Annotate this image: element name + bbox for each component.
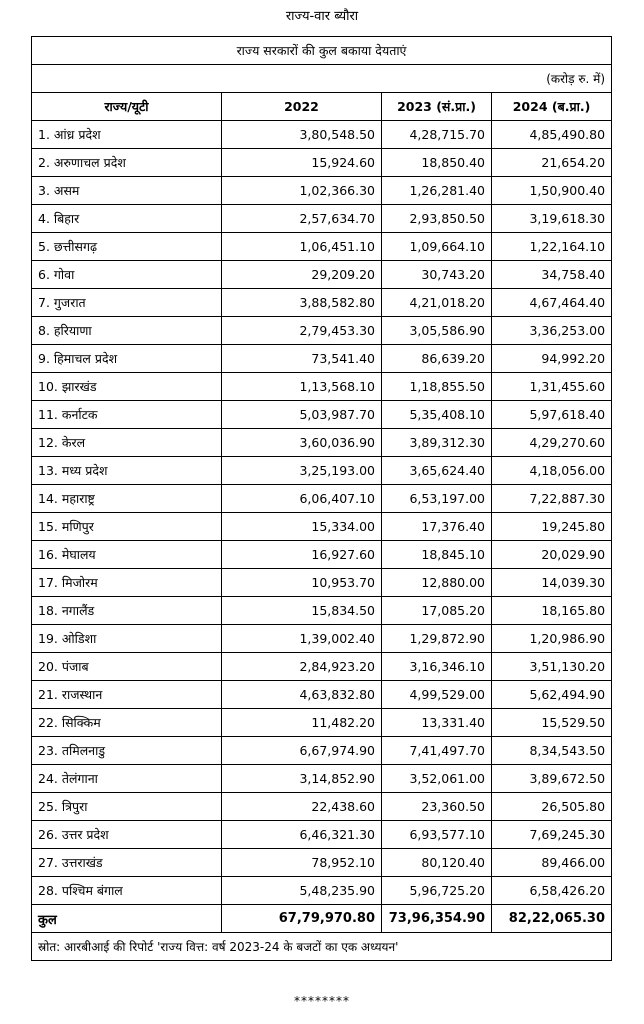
state-name: 15. मणिपुर (32, 513, 222, 541)
total-2023: 73,96,354.90 (382, 905, 492, 933)
table-row (32, 177, 612, 205)
value-2023: 6,93,577.10 (382, 821, 492, 849)
state-name: 27. उत्तराखंड (32, 849, 222, 877)
value-2022: 3,14,852.90 (222, 765, 382, 793)
value-2022: 16,927.60 (222, 541, 382, 569)
value-2023: 1,18,855.50 (382, 373, 492, 401)
state-name: 14. महाराष्ट्र (32, 485, 222, 513)
value-2022: 3,80,548.50 (222, 121, 382, 149)
value-2024: 4,29,270.60 (492, 429, 612, 457)
value-2024: 3,36,253.00 (492, 317, 612, 345)
liabilities-table (31, 36, 612, 961)
table-row (32, 149, 612, 177)
value-2024: 1,22,164.10 (492, 233, 612, 261)
state-name: 28. पश्चिम बंगाल (32, 877, 222, 905)
value-2024: 7,69,245.30 (492, 821, 612, 849)
state-name: 24. तेलंगाना (32, 765, 222, 793)
table-row (32, 793, 612, 821)
table-caption: राज्य सरकारों की कुल बकाया देयताएं (32, 37, 612, 65)
table-row (32, 457, 612, 485)
value-2023: 5,35,408.10 (382, 401, 492, 429)
value-2024: 94,992.20 (492, 345, 612, 373)
value-2022: 6,46,321.30 (222, 821, 382, 849)
value-2023: 80,120.40 (382, 849, 492, 877)
value-2022: 5,48,235.90 (222, 877, 382, 905)
state-name: 16. मेघालय (32, 541, 222, 569)
value-2022: 1,02,366.30 (222, 177, 382, 205)
total-label: कुल (32, 905, 222, 933)
unit-label: (करोड़ रु. में) (32, 65, 612, 93)
value-2024: 3,19,618.30 (492, 205, 612, 233)
value-2024: 1,20,986.90 (492, 625, 612, 653)
value-2022: 1,06,451.10 (222, 233, 382, 261)
table-row (32, 513, 612, 541)
header-2023: 2023 (सं.प्रा.) (382, 93, 492, 121)
value-2022: 2,57,634.70 (222, 205, 382, 233)
value-2022: 29,209.20 (222, 261, 382, 289)
value-2024: 5,97,618.40 (492, 401, 612, 429)
value-2023: 4,28,715.70 (382, 121, 492, 149)
state-name: 26. उत्तर प्रदेश (32, 821, 222, 849)
value-2022: 3,60,036.90 (222, 429, 382, 457)
value-2022: 5,03,987.70 (222, 401, 382, 429)
value-2022: 10,953.70 (222, 569, 382, 597)
value-2023: 23,360.50 (382, 793, 492, 821)
table-row (32, 485, 612, 513)
value-2024: 21,654.20 (492, 149, 612, 177)
value-2024: 1,31,455.60 (492, 373, 612, 401)
value-2023: 86,639.20 (382, 345, 492, 373)
table-row (32, 877, 612, 905)
value-2023: 18,850.40 (382, 149, 492, 177)
value-2024: 34,758.40 (492, 261, 612, 289)
value-2023: 18,845.10 (382, 541, 492, 569)
value-2024: 20,029.90 (492, 541, 612, 569)
end-marker: ******** (294, 994, 350, 1008)
total-2022: 67,79,970.80 (222, 905, 382, 933)
value-2023: 3,05,586.90 (382, 317, 492, 345)
table-row (32, 345, 612, 373)
value-2023: 17,085.20 (382, 597, 492, 625)
state-name: 18. नगालैंड (32, 597, 222, 625)
table-row (32, 261, 612, 289)
state-name: 12. केरल (32, 429, 222, 457)
value-2023: 13,331.40 (382, 709, 492, 737)
table-row (32, 429, 612, 457)
table-row (32, 849, 612, 877)
value-2024: 4,85,490.80 (492, 121, 612, 149)
state-name: 17. मिजोरम (32, 569, 222, 597)
header-2022: 2022 (222, 93, 382, 121)
table-row (32, 569, 612, 597)
value-2024: 6,58,426.20 (492, 877, 612, 905)
table-row (32, 737, 612, 765)
table-row (32, 233, 612, 261)
value-2023: 4,99,529.00 (382, 681, 492, 709)
state-name: 23. तमिलनाडु (32, 737, 222, 765)
value-2022: 22,438.60 (222, 793, 382, 821)
value-2022: 4,63,832.80 (222, 681, 382, 709)
value-2024: 5,62,494.90 (492, 681, 612, 709)
value-2022: 1,13,568.10 (222, 373, 382, 401)
state-name: 13. मध्य प्रदेश (32, 457, 222, 485)
value-2022: 11,482.20 (222, 709, 382, 737)
table-row (32, 541, 612, 569)
table-row (32, 681, 612, 709)
table-row (32, 709, 612, 737)
state-name: 6. गोवा (32, 261, 222, 289)
value-2023: 3,89,312.30 (382, 429, 492, 457)
source-note: स्रोत: आरबीआई की रिपोर्ट 'राज्य वित्त: वर्ष 2023-24 के बजटों का एक अध्ययन' (32, 933, 612, 961)
value-2023: 1,09,664.10 (382, 233, 492, 261)
value-2022: 2,79,453.30 (222, 317, 382, 345)
table-caption-row (32, 37, 612, 65)
value-2023: 3,16,346.10 (382, 653, 492, 681)
state-name: 5. छत्तीसगढ़ (32, 233, 222, 261)
value-2022: 6,67,974.90 (222, 737, 382, 765)
state-name: 19. ओडिशा (32, 625, 222, 653)
value-2024: 3,51,130.20 (492, 653, 612, 681)
value-2023: 1,26,281.40 (382, 177, 492, 205)
table-row (32, 625, 612, 653)
value-2022: 78,952.10 (222, 849, 382, 877)
value-2022: 6,06,407.10 (222, 485, 382, 513)
header-2024: 2024 (ब.प्रा.) (492, 93, 612, 121)
value-2022: 3,88,582.80 (222, 289, 382, 317)
state-name: 22. सिक्किम (32, 709, 222, 737)
value-2022: 1,39,002.40 (222, 625, 382, 653)
table-row (32, 373, 612, 401)
value-2023: 2,93,850.50 (382, 205, 492, 233)
total-2024: 82,22,065.30 (492, 905, 612, 933)
state-name: 25. त्रिपुरा (32, 793, 222, 821)
value-2024: 15,529.50 (492, 709, 612, 737)
value-2022: 2,84,923.20 (222, 653, 382, 681)
state-name: 20. पंजाब (32, 653, 222, 681)
table-row (32, 205, 612, 233)
value-2024: 3,89,672.50 (492, 765, 612, 793)
state-name: 2. अरुणाचल प्रदेश (32, 149, 222, 177)
state-name: 9. हिमाचल प्रदेश (32, 345, 222, 373)
state-name: 21. राजस्थान (32, 681, 222, 709)
table-row (32, 401, 612, 429)
value-2022: 15,834.50 (222, 597, 382, 625)
value-2024: 4,67,464.40 (492, 289, 612, 317)
value-2024: 19,245.80 (492, 513, 612, 541)
value-2023: 4,21,018.20 (382, 289, 492, 317)
value-2023: 7,41,497.70 (382, 737, 492, 765)
table-row (32, 821, 612, 849)
value-2022: 15,924.60 (222, 149, 382, 177)
page-title: राज्य-वार ब्यौरा (285, 9, 359, 24)
value-2024: 89,466.00 (492, 849, 612, 877)
table-row (32, 653, 612, 681)
value-2024: 18,165.80 (492, 597, 612, 625)
value-2023: 6,53,197.00 (382, 485, 492, 513)
table-row (32, 765, 612, 793)
source-row (32, 933, 612, 961)
state-name: 1. आंध्र प्रदेश (32, 121, 222, 149)
state-name: 8. हरियाणा (32, 317, 222, 345)
value-2024: 26,505.80 (492, 793, 612, 821)
total-row (32, 905, 612, 933)
state-name: 3. असम (32, 177, 222, 205)
value-2022: 3,25,193.00 (222, 457, 382, 485)
header-row (32, 93, 612, 121)
value-2023: 1,29,872.90 (382, 625, 492, 653)
state-name: 10. झारखंड (32, 373, 222, 401)
value-2024: 1,50,900.40 (492, 177, 612, 205)
value-2023: 5,96,725.20 (382, 877, 492, 905)
value-2023: 12,880.00 (382, 569, 492, 597)
table-row (32, 121, 612, 149)
table-row (32, 597, 612, 625)
header-state: राज्य/यूटी (32, 93, 222, 121)
value-2023: 30,743.20 (382, 261, 492, 289)
value-2024: 7,22,887.30 (492, 485, 612, 513)
table-row (32, 289, 612, 317)
value-2023: 3,65,624.40 (382, 457, 492, 485)
state-name: 4. बिहार (32, 205, 222, 233)
value-2022: 15,334.00 (222, 513, 382, 541)
value-2024: 14,039.30 (492, 569, 612, 597)
value-2024: 8,34,543.50 (492, 737, 612, 765)
table-row (32, 317, 612, 345)
value-2023: 3,52,061.00 (382, 765, 492, 793)
value-2024: 4,18,056.00 (492, 457, 612, 485)
value-2022: 73,541.40 (222, 345, 382, 373)
unit-row (32, 65, 612, 93)
state-name: 11. कर्नाटक (32, 401, 222, 429)
state-name: 7. गुजरात (32, 289, 222, 317)
value-2023: 17,376.40 (382, 513, 492, 541)
